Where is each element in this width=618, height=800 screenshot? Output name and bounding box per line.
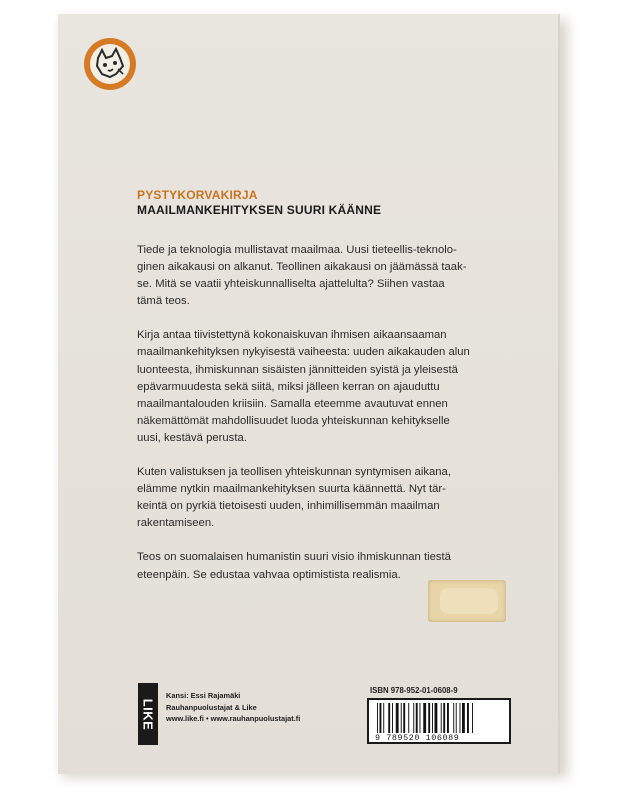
barcode-bar [377,703,378,733]
blurb-line: Teos on suomalaisen humanistin suuri visio ihmiskunnan tiestä [137,551,451,564]
barcode-bar [392,703,393,733]
blurb-paragraph [137,327,509,447]
blurb-line: keintä on pyrkiä tietoisesti uuden, inhimillisemmän maailman [137,500,440,513]
barcode-bar [420,703,421,733]
barcode-box [367,698,511,744]
dog-head-logo-icon [84,38,136,90]
barcode-bar [432,703,433,733]
blurb-paragraph [137,464,509,532]
cover-designer: Kansi: Essi Rajamäki [166,691,241,700]
barcode-bar [428,703,430,733]
blurb-line: uusi, kestävä perusta. [137,431,247,444]
blurb-line: luonteesta, ihmiskunnan sisäisten jännitteiden syistä ja yleisestä [137,363,458,376]
barcode-bar [472,703,473,733]
book-title: MAAILMANKEHITYKSEN SUURI KÄÄNNE [137,203,382,217]
blurb-line: maailmantalouden kriisiin. Samalla eteemme avautuvat ennen [137,397,448,410]
barcode-bar [396,703,399,733]
publisher-credits [166,690,300,725]
logo-badge [90,44,130,84]
barcode-bar [408,703,409,733]
blurb-line: Kuten valistuksen ja teollisen yhteiskunnan syntymisen aikana, [137,466,451,479]
blurb-paragraph [137,549,509,583]
dog-head-icon [90,44,130,84]
publisher-logo [138,683,158,745]
barcode-bar [435,703,438,733]
blurb-line: ginen aikakausi on alkanut. Teollinen aikakausi on jäämässä taak- [137,261,467,274]
blurb-line: rakentamiseen. [137,517,215,530]
barcode-bar [423,703,426,733]
barcode-bar [447,703,449,733]
blurb-line: eteenpäin. Se edustaa vahvaa optimistista realismia. [137,568,401,581]
barcode-bar [453,703,454,733]
barcode-bar [462,703,465,733]
barcode-digits: 9 789520 106089 [375,733,460,743]
blurb-line: näkemättömät mahdollisuudet luoda yhteiskunnan kehitykselle [137,414,450,427]
barcode-icon [377,703,503,733]
publisher-logo-text: LIKE [140,698,156,730]
blurb-line: Tiede ja teknologia mullistavat maailmaa. Uusi tieteellis-teknolo- [137,244,457,256]
barcode-bar [413,703,414,733]
isbn-label: ISBN 978-952-01-0608-9 [370,686,458,695]
barcode-bar [456,703,457,733]
barcode-bar [441,703,442,733]
barcode-bar [388,703,390,733]
blurb-line: epävarmuudesta sekä siitä, miksi jälleen kerran on ajauduttu [137,380,440,393]
blurb-paragraph [137,242,509,310]
blurb-line: tämä teos. [137,295,190,308]
blurb-line: se. Mitä se vaatii yhteiskunnalliselta ajattelulta? Siihen vastaa [137,278,445,291]
barcode-bar [460,703,461,733]
blurb-text [137,242,509,601]
publisher-names: Rauhanpuolustajat & Like [166,702,257,712]
barcode-bar [383,703,384,733]
series-name: PYSTYKORVAKIRJA [137,188,258,202]
barcode-bar [403,703,405,733]
blurb-line: elämme nytkin maailmankehityksen suurta käännettä. Nyt tär- [137,483,446,496]
publisher-websites: www.like.fi • www.rauhanpuolustajat.fi [166,714,301,723]
barcode-bar [380,703,382,733]
barcode-bar [467,703,469,733]
blurb-line: Kirja antaa tiivistettynä kokonaiskuvan ihmisen aikaansaaman [137,329,447,342]
sticker-texture [440,588,498,614]
barcode-bar [401,703,402,733]
barcode-bar [443,703,445,733]
blurb-line: maailmankehityksen nykyisestä vaiheesta: uuden aikakauden alun [137,346,470,359]
barcode-bar [416,703,418,733]
